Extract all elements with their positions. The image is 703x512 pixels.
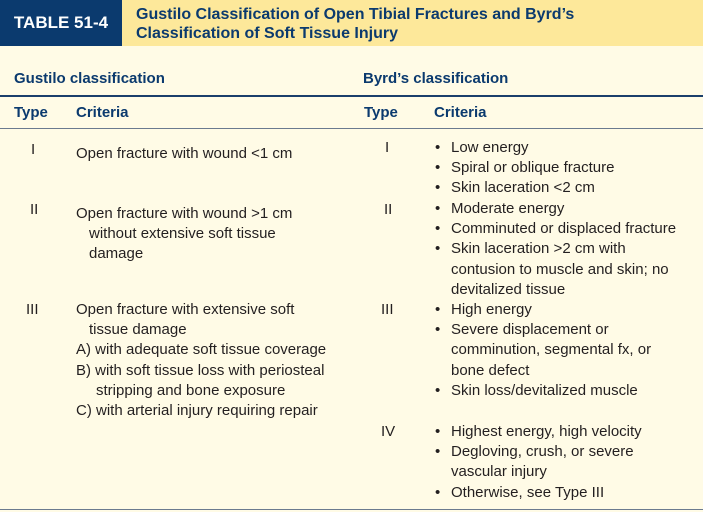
table-title-line-2: Classification of Soft Tissue Injury (136, 25, 398, 42)
table-title-line-1: Gustilo Classification of Open Tibial Fractures and Byrd’s (136, 6, 575, 23)
bullet-text: vascular injury (451, 463, 547, 481)
bullet-text: • Degloving, crush, or severe (451, 443, 634, 461)
gustilo-section-title: Gustilo classification (14, 70, 165, 87)
gustilo-type-III: III (26, 301, 39, 318)
byrd-type-II: II (384, 201, 393, 218)
bullet-text: Comminuted or displaced fracture (451, 220, 677, 238)
gustilo-type-I: I (31, 141, 36, 158)
bullet-text: Spiral or oblique fracture (451, 159, 615, 177)
criteria-line: C) with arterial injury requiring repair (76, 402, 318, 420)
criteria-line: damage (89, 245, 144, 263)
gustilo-criteria-III (76, 300, 326, 421)
byrd-col-criteria: Criteria (434, 104, 487, 121)
gustilo-col-criteria: Criteria (76, 104, 129, 121)
bullet-item (434, 320, 651, 381)
bullet-item (434, 483, 642, 503)
table-bottom-rule (0, 509, 703, 510)
criteria-line: Open fracture with extensive soft (76, 301, 295, 318)
table-title (136, 5, 696, 43)
bullet-text: bone defect (451, 361, 530, 379)
byrd-criteria-IV (434, 422, 642, 503)
bullet-text: High energy (451, 301, 532, 318)
criteria-line: A) with adequate soft tissue coverage (76, 341, 327, 359)
bullet-text: Skin laceration <2 cm (451, 179, 595, 197)
gustilo-criteria-I (76, 144, 292, 164)
gustilo-criteria-II (76, 204, 292, 265)
bullet-item (434, 381, 651, 401)
bullet-text: • Severe displacement or (451, 321, 609, 339)
bullet-text: Low energy (451, 139, 529, 156)
bullet-item (434, 158, 614, 178)
byrd-section-title: Byrd’s classification (363, 70, 509, 87)
bullet-item (434, 178, 614, 198)
bullet-item (434, 300, 651, 320)
byrd-type-IV: IV (381, 423, 396, 440)
bullet-text: Moderate energy (451, 200, 565, 217)
bullet-text: Skin loss/devitalized muscle (451, 381, 638, 399)
gustilo-col-type: Type (14, 104, 48, 121)
bullet-item (434, 442, 642, 482)
bullet-text: comminution, segmental fx, or (451, 341, 652, 359)
header-divider (0, 128, 703, 129)
criteria-line: Open fracture with wound >1 cm (76, 205, 293, 222)
criteria-line: without extensive soft tissue (89, 225, 276, 243)
bullet-text: • Skin laceration >2 cm with (451, 240, 626, 258)
bullet-item (434, 138, 614, 158)
byrd-type-III: III (381, 301, 394, 318)
criteria-line: B) with soft tissue loss with periosteal (76, 361, 325, 379)
byrd-col-type: Type (364, 104, 398, 121)
table-header (0, 0, 703, 46)
criteria-line: Open fracture with wound <1 cm (76, 145, 293, 162)
byrd-criteria-I (434, 138, 614, 199)
table-number-label: TABLE 51-4 (0, 0, 122, 46)
byrd-criteria-II (434, 199, 676, 300)
bullet-text: Otherwise, see Type III (451, 483, 605, 501)
criteria-line: stripping and bone exposure (96, 381, 286, 399)
byrd-criteria-III (434, 300, 651, 401)
bullet-item (434, 422, 642, 442)
bullet-item (434, 219, 676, 239)
bullet-text: devitalized tissue (451, 280, 566, 298)
byrd-type-I: I (385, 139, 390, 156)
bullet-text: Highest energy, high velocity (451, 423, 642, 440)
section-divider (0, 95, 703, 97)
criteria-line: tissue damage (89, 321, 187, 339)
gustilo-type-II: II (30, 201, 39, 218)
bullet-text: contusion to muscle and skin; no (451, 260, 669, 278)
bullet-item (434, 239, 676, 300)
bullet-item (434, 199, 676, 219)
